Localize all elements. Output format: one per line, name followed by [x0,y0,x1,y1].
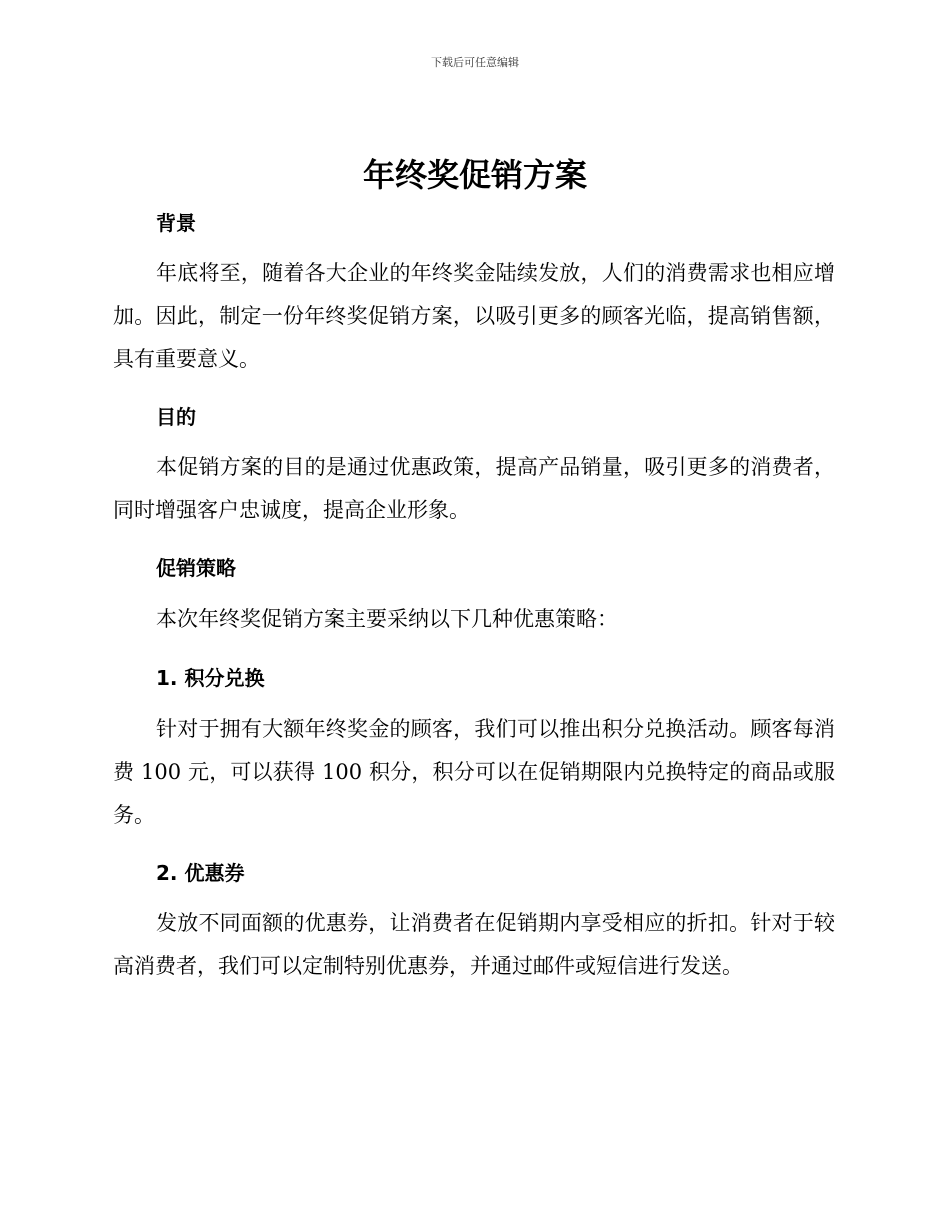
section-heading-coupons: 2. 优惠券 [156,861,245,885]
section-text-purpose: 本促销方案的目的是通过优惠政策，提高产品销量，吸引更多的消费者，同时增强客户忠诚度，提高企业形象。 [113,455,835,522]
section-heading-strategy: 促销策略 [156,556,236,580]
section-text-strategy: 本次年终奖促销方案主要采纳以下几种优惠策略： [156,607,618,631]
section-text-coupons: 发放不同面额的优惠券，让消费者在促销期内享受相应的折扣。针对于较高消费者，我们可以定制特别优惠券，并通过邮件或短信进行发送。 [113,911,835,978]
section-heading-purpose: 目的 [156,405,196,429]
section-text-points-exchange: 针对于拥有大额年终奖金的顾客，我们可以推出积分兑换活动。顾客每消费 100 元，可以获得 100 积分，积分可以在促销期限内兑换特定的商品或服务。 [113,717,835,827]
page-header-note: 下载后可任意编辑 [431,56,519,69]
document-title: 年终奖促销方案 [362,156,587,194]
section-heading-points-exchange: 1. 积分兑换 [156,666,265,690]
section-text-background: 年底将至，随着各大企业的年终奖金陆续发放，人们的消费需求也相应增加。因此，制定一份年终奖促销方案，以吸引更多的顾客光临，提高销售额，具有重要意义。 [113,261,835,371]
section-heading-background: 背景 [156,211,196,235]
